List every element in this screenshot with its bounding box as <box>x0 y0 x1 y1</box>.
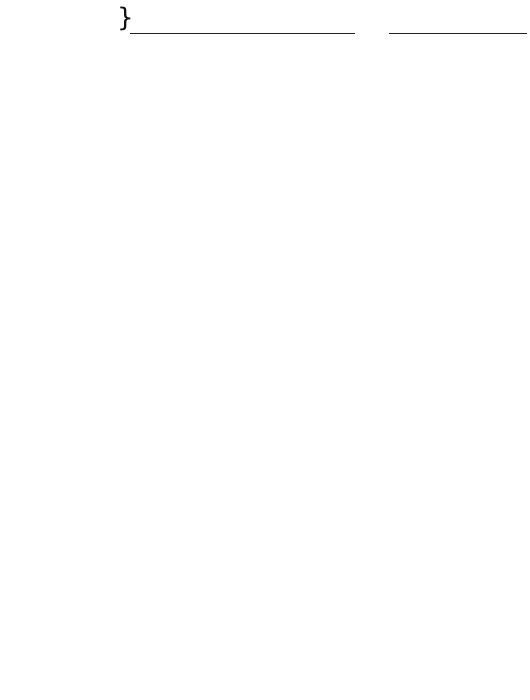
vessel-name-line[interactable] <box>130 33 355 34</box>
brace-icon: } <box>117 3 134 33</box>
ss-label <box>86 8 93 18</box>
mv-label <box>86 22 93 32</box>
from-line[interactable] <box>389 33 527 34</box>
